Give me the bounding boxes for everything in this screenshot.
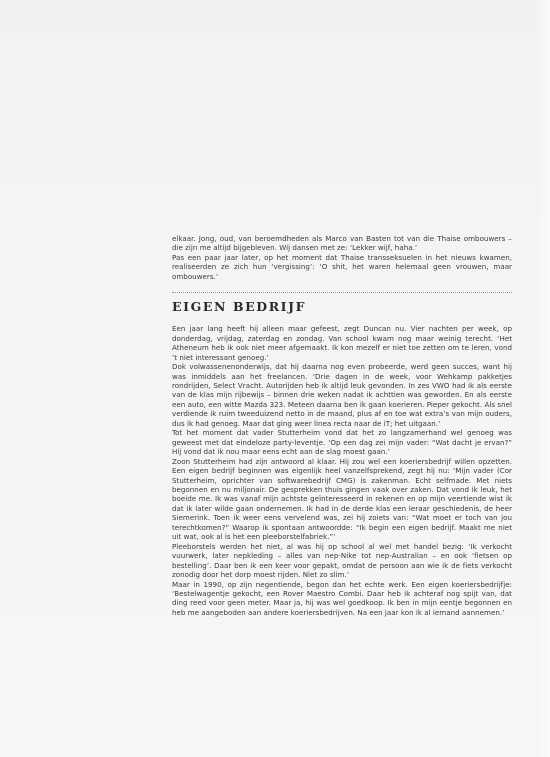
section-divider <box>172 292 512 293</box>
intro-paragraph: elkaar. Jong, oud, van beroemdheden als Marco van Basten tot van die Thaise ombouwers – die zijn me altijd bijgebleven. Wij dansen met ze: ‘Lekker wijf, haha.’ <box>172 234 512 253</box>
body-paragraph: Zoon Stutterheim had zijn antwoord al klaar. Hij zou wel een koeriersbedrijf willen opzetten. Een eigen bedrijf beginnen was eigenlijk heel vanzelfsprekend, zegt hij nu: ‘Mijn vader (Cor Stutterheim, oprichter van softwarebedrijf CMG) is zakenman. Echt selfmade. Met niets begonnen en nu miljonair. De gesprekken thuis gingen vaak over zaken. Dat vond ik leuk, het boeide me. Ik was vanaf mijn achtste geïnteresseerd in rekenen en op mijn veertiende wist ik dat ik later wilde gaan ondernemen. Ik had in de derde klas een leraar geschiedenis, de heer Siemerink. Toen ik weer eens vervelend was, zei hij zoiets van: “Wat moet er toch van jou terechtkomen?” Waarop ik spontaan antwoordde: “Ik begin een eigen bedrijf. Maakt me niet uit wat, ook al is het een pleeborstelfabriek.”’ <box>172 456 512 542</box>
body-paragraph: Pleeborstels werden het niet, al was hij op school al wel met handel bezig: ‘Ik verkocht vuurwerk, later nepkleding – alles van nep-Nike tot nep-Australian – en ook ‘fietsen op bestelling’. Daar ben ik een keer voor gepakt, omdat de persoon aan wie ik de fiets verkocht zonodig door het dorp moest rijden. Niet zo slim.’ <box>172 541 512 580</box>
section-heading: EIGEN BEDRIJF <box>172 299 307 315</box>
intro-paragraph: Pas een paar jaar later, op het moment dat Thaise transseksuelen in het nieuws kwamen, realiseerden ze zich hun ‘vergissing’: ‘O shit, het waren helemaal geen vrouwen, maar ombouwers.’ <box>172 252 512 281</box>
body-paragraph: Tot het moment dat vader Stutterheim vond dat het zo langzamerhand wel genoeg was geweest met dat eindeloze party-leventje. ‘Op een dag zei mijn vader: “Wat dacht je ervan?” Hij vond dat ik nou maar eens echt aan de slag moest gaan.’ <box>172 428 512 457</box>
body-paragraph: Maar in 1990, op zijn negentiende, begon dan het echte werk. Een eigen koeriersbedrijfje: ‘Bestelwagentje gekocht, een Rover Maestro Combi. Daar heb ik achteraf nog spijt van, dat ding reed voor geen meter. Maar ja, hij was wel goedkoop. Ik ben in mijn eentje begonnen en heb me aangeboden aan andere koeriersbedrijven. Na een jaar kon ik al iemand aannemen.’ <box>172 579 512 617</box>
body-paragraph: Dok volwassenenonderwijs, dat hij daarna nog even probeerde, werd geen succes, want hij was inmiddels aan het freelancen. ‘Drie dagen in de week, voor Wehkamp pakketjes rondrijden, Select Vracht. Autorijden heb ik altijd leuk gevonden. In zes VWO had ik als eerste van de klas mijn rijbewijs – binnen drie weken nadat ik achttien was geworden. En als eerste een auto, een witte Mazda 323. Meteen daarna ben ik gaan koerieren. Pieper gekocht. Als snel verdiende ik ruim tweeduizend netto in de maand, plus af en toe wat extra’s van mijn ouders, dus ik had genoeg. Maar dat ging weer linea recta naar de iT; het uitgaan.’ <box>172 362 512 428</box>
body-paragraph: Een jaar lang heeft hij alleen maar gefeest, zegt Duncan nu. Vier nachten per week, op donderdag, vrijdag, zaterdag en zondag. Van school kwam nog maar weinig terecht. ‘Het Atheneum heb ik ook niet meer afgemaakt. Ik kon mezelf er niet toe zetten om te leren, vond ’t niet interessant genoeg.’ <box>172 324 512 362</box>
text-column <box>172 234 512 617</box>
